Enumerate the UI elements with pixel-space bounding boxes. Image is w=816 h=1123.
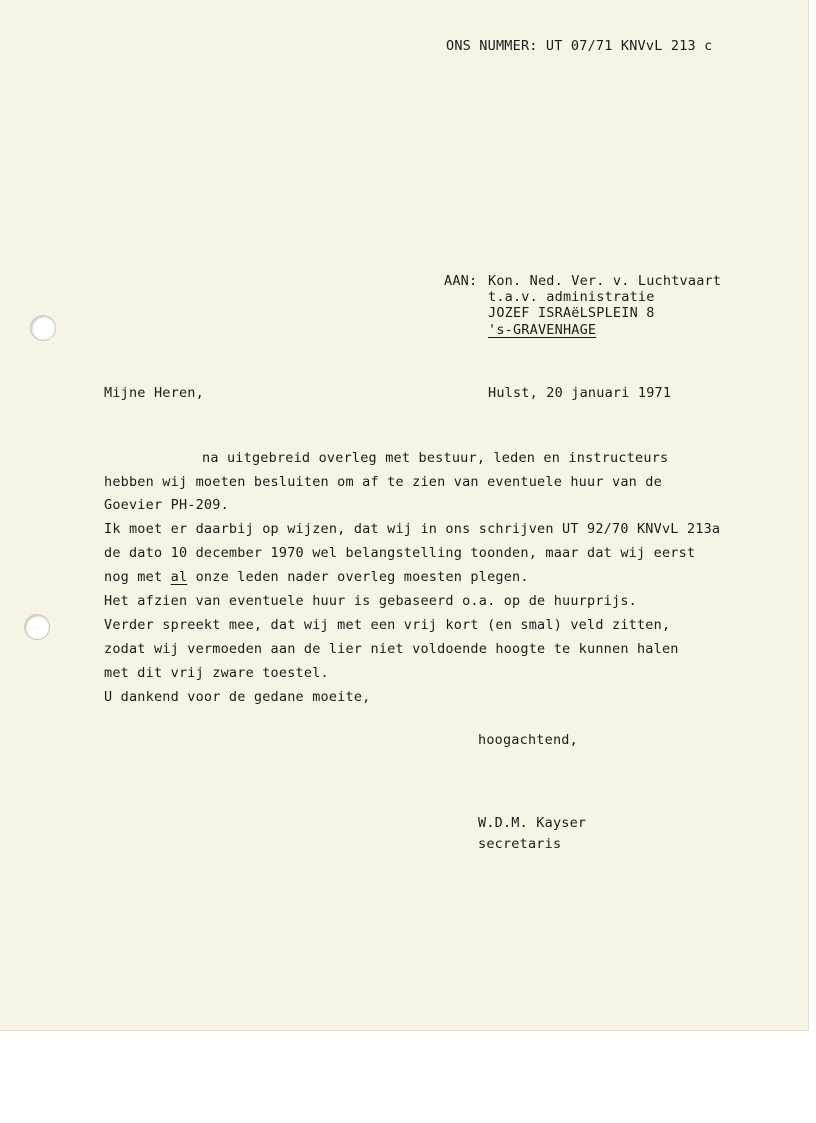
address-line-1: Kon. Ned. Ver. v. Luchtvaart	[488, 273, 722, 289]
address-line-4: 's-GRAVENHAGE	[488, 322, 597, 338]
address-label: AAN:	[444, 273, 478, 289]
signature-name: W.D.M. Kayser	[478, 815, 587, 831]
body-line-6-start: nog met	[104, 569, 171, 585]
body-line-9: zodat wij vermoeden aan de lier niet voldoende hoogte te kunnen halen	[104, 641, 679, 657]
body-line-10: met dit vrij zware toestel.	[104, 665, 329, 681]
address-line-2: t.a.v. administratie	[488, 289, 655, 305]
underlined-word: al	[170, 569, 188, 585]
salutation: Mijne Heren,	[104, 385, 204, 401]
body-line-6-end: onze leden nader overleg moesten plegen.	[187, 569, 529, 585]
body-line-8: Verder spreekt mee, dat wij met een vrij kort (en smal) veld zitten,	[104, 617, 671, 633]
reference-number: ONS NUMMER: UT 07/71 KNVvL 213 c	[446, 38, 713, 54]
signature-title: secretaris	[478, 836, 562, 852]
body-line-5: de dato 10 december 1970 wel belangstelling toonden, maar dat wij eerst	[104, 545, 696, 561]
body-line-6	[104, 569, 529, 585]
closing: hoogachtend,	[478, 732, 578, 748]
place-date: Hulst, 20 januari 1971	[488, 385, 672, 401]
body-line-4: Ik moet er daarbij op wijzen, dat wij in ons schrijven UT 92/70 KNVvL 213a	[104, 521, 721, 537]
body-line-3: Goevier PH-209.	[104, 497, 229, 513]
body-line-7: Het afzien van eventuele huur is gebaseerd o.a. op de huurprijs.	[104, 593, 637, 609]
body-line-11: U dankend voor de gedane moeite,	[104, 689, 371, 705]
body-line-2: hebben wij moeten besluiten om af te zien van eventuele huur van de	[104, 474, 662, 490]
punch-hole-top	[30, 315, 56, 341]
punch-hole-bottom	[24, 614, 50, 640]
address-line-3: JOZEF ISRAëLSPLEIN 8	[488, 305, 655, 321]
body-line-1: na uitgebreid overleg met bestuur, leden en instructeurs	[202, 450, 669, 466]
